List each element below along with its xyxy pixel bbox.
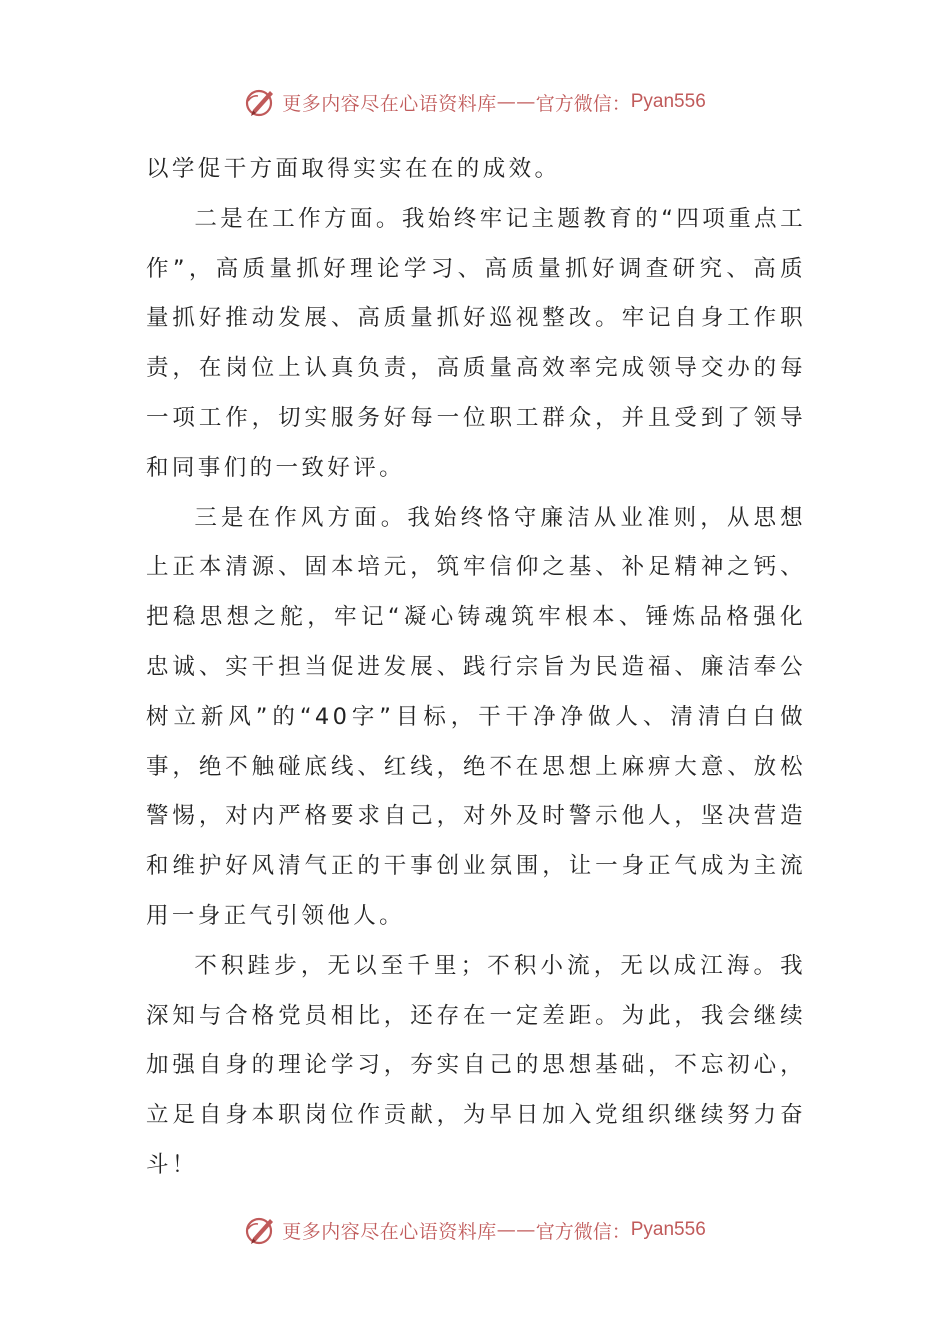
paragraph-work: 二是在工作方面。我始终牢记主题教育的“四项重点工作”，高质量抓好理论学习、高质量抓好调查研究、高质量抓好推动发展、高质量抓好巡视整改。牢记自身工作职责，在岗位上认真负责，高质量高效率完成领导交办的每一项工作，切实服务好每一位职工群众，并且受到了领导和同事们的一致好评。 [146, 205, 806, 481]
paragraph-conduct: 三是在作风方面。我始终恪守廉洁从业准则，从思想上正本清源、固本培元，筑牢信仰之基、补足精神之钙、把稳思想之舵，牢记“凝心铸魂筑牢根本、锤炼品格强化忠诚、实干担当促进发展、践行宗旨为民造福、廉洁奉公树立新风”的“40字”目标，干干净净做人、清清白白做事，绝不触碰底线、红线，绝不在思想上麻痹大意、放松警惕，对内严格要求自己，对外及时警示他人，坚决营造和维护好风清气正的干事创业氛围，让一身正气成为主流用一身正气引领他人。 [146, 504, 806, 929]
header-banner [0, 82, 950, 122]
footer-banner-text: 更多内容尽在心语资料库 [282, 1220, 497, 1243]
pen-logo-icon [244, 85, 278, 119]
header-banner-text: 更多内容尽在心语资料库 [282, 92, 497, 115]
header-wechat-label: 官方微信： [535, 92, 631, 115]
paragraph-conclusion: 不积跬步，无以至千里；不积小流，无以成江海。我深知与合格党员相比，还存在一定差距。为此，我会继续加强自身的理论学习，夯实自己的思想基础，不忘初心，立足自身本职岗位作贡献，为早日加入党组织继续努力奋斗！ [146, 952, 806, 1178]
footer-wechat-label: 官方微信： [535, 1220, 631, 1243]
paragraph-continuation: 以学促干方面取得实实在在的成效。 [146, 156, 561, 182]
document-body [146, 145, 806, 1191]
footer-banner-dash: —— [496, 1219, 536, 1241]
header-banner-dash: —— [496, 91, 536, 113]
footer-wechat-id: Pyan556 [630, 1219, 706, 1240]
header-wechat-id: Pyan556 [630, 91, 706, 112]
footer-banner [0, 1210, 950, 1250]
pen-logo-icon [244, 1213, 278, 1247]
